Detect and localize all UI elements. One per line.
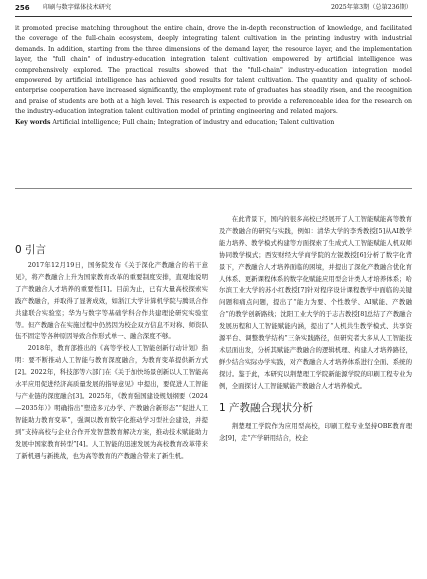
abstract-divider	[15, 188, 412, 189]
section-title-status-analysis: 1 产教融合现状分析	[219, 401, 314, 414]
abstract-text: it promoted precise matching throughout the entire chain, drove the in-depth reconstruction of knowledge, and facilitated the coverage of the full-chain ecosystem, deeply integrating talent cultivation in the printing industry with industrial demands. In addition, starting from the three dimensions of the demand layer, the resource layer, and the implementation layer, the "full chain" of industry-education integration talent cultivation empowered by artificial intelligence was comprehensively explored. The practical results showed that the "full-chain" industry-education integration model empowered by artificial intelligence has achieved good results for talent cultivation. The quantity and quality of school-enterprise cooperation have increased significantly, the employment rate of graduates has steadily risen, and the recognition and praise of students are both at a high level. This research is expected to provide a referenceable idea for the research on the industry-education integration talent cultivation model of printing engineering and related majors.	[15, 25, 412, 116]
section-title-introduction: 0 引言	[15, 244, 47, 256]
journal-name: 印刷与数字媒体技术研究	[43, 4, 112, 11]
left-paragraph-2: 2018年，教育部推出的《高等学校人工智能创新行动计划》指明：要不断推动人工智能与教育深度融合，为教育变革提供新方式[2]。2022年，科技部等六部门在《关于加快场景创新以人工智能高水平应用促进经济高质量发展的指导意见》中提出，要促进人工智能与产业链的深度融合[3]。2025年，《教育强国建设规划纲要（2024—2035年）》明确指出“塑造多元办学、产教融合新形态”“促进人工智能助力教育变革”，强调以教育数字化推动学习型社会建设，并提到“支持高校与企业合作开发智慧教育解决方案，推动技术赋能助力发展中国家教育转型”[4]。人工智能的迅速发展为高校教育改革带来了新机遇与新挑战，也为高等教育的产教融合带来了新生机。	[15, 344, 208, 460]
running-header	[15, 2, 412, 17]
right-paragraph-1: 在此背景下，国内的很多高校已经展开了人工智能赋能高等教育及产教融合的研究与实践，例如：清华大学的李秀教授[5]从AI教学能力培养、教学模式构建等方面探索了生成式人工智能赋能人机双师协同教学模式；西安财经大学商学院的左锐教授[6]分析了数字化背景下，产教融合人才培养面临的困境，并提出了深化产教融合优化育人体系、更新课程体系的数字化赋能应用型会计类人才培养体系；哈尔滨工业大学的苏小红教授[7]针对程序设计课程教学中面临的关键问题和痛点问题，提出了“能力为要、个性教学、AI赋能、产教融合”的教学创新路线；沈阳工业大学的于志吉教授[8]总结了产教融合发展历程和人工智能赋能内涵，提出了“人机共生教学模式、共享资源平台、调整教学结构”三条实践路径，但研究者大多从人工智能技术层面出发，分析其赋能产教融合的逻辑机理、构建人才培养路径，鲜少结合实际办学实践，对产教融合人才培养体系进行全面、系统的探讨。鉴于此，本研究以荆楚理工学院新能源学院的印刷工程专业为例，全面探讨人工智能赋能产教融合人才培养模式。	[219, 215, 412, 390]
keywords-label: Key words	[15, 118, 51, 126]
right-column	[219, 214, 412, 444]
keywords-line	[15, 118, 412, 128]
left-column	[15, 260, 208, 462]
english-abstract	[15, 24, 412, 128]
right-paragraph-2: 荆楚理工学院作为应用型高校，印刷工程专业坚持OBE教育理念[9]，走“产学研用结合，校企	[219, 421, 412, 442]
keywords-text: Artificial intelligence; Full chain; Integration of industry and education; Talent cultivation	[52, 118, 335, 126]
issue-info: 2025年第3期（总第236期）	[331, 4, 412, 11]
page-number: 256	[15, 4, 30, 12]
left-paragraph-1: 2017年12月19日，国务院发布《关于深化产教融合的若干意见》，将产教融合上升为国家教育改革的重要制度安排，直观地说明了产教融合人才培养的重要性[1]。目前为止，已有大量高校探索实践产教融合，并取得了显著成效，如浙江大学计算机学院与腾讯合作共建联合实验室；华为与数字等基础学科合作共建理论研究实验室等。但产教融合在实施过程中仍然因为校企双方信息不对称、师资队伍不固定等各种原因导致合作形式单一、融合深度不够。	[15, 261, 208, 341]
